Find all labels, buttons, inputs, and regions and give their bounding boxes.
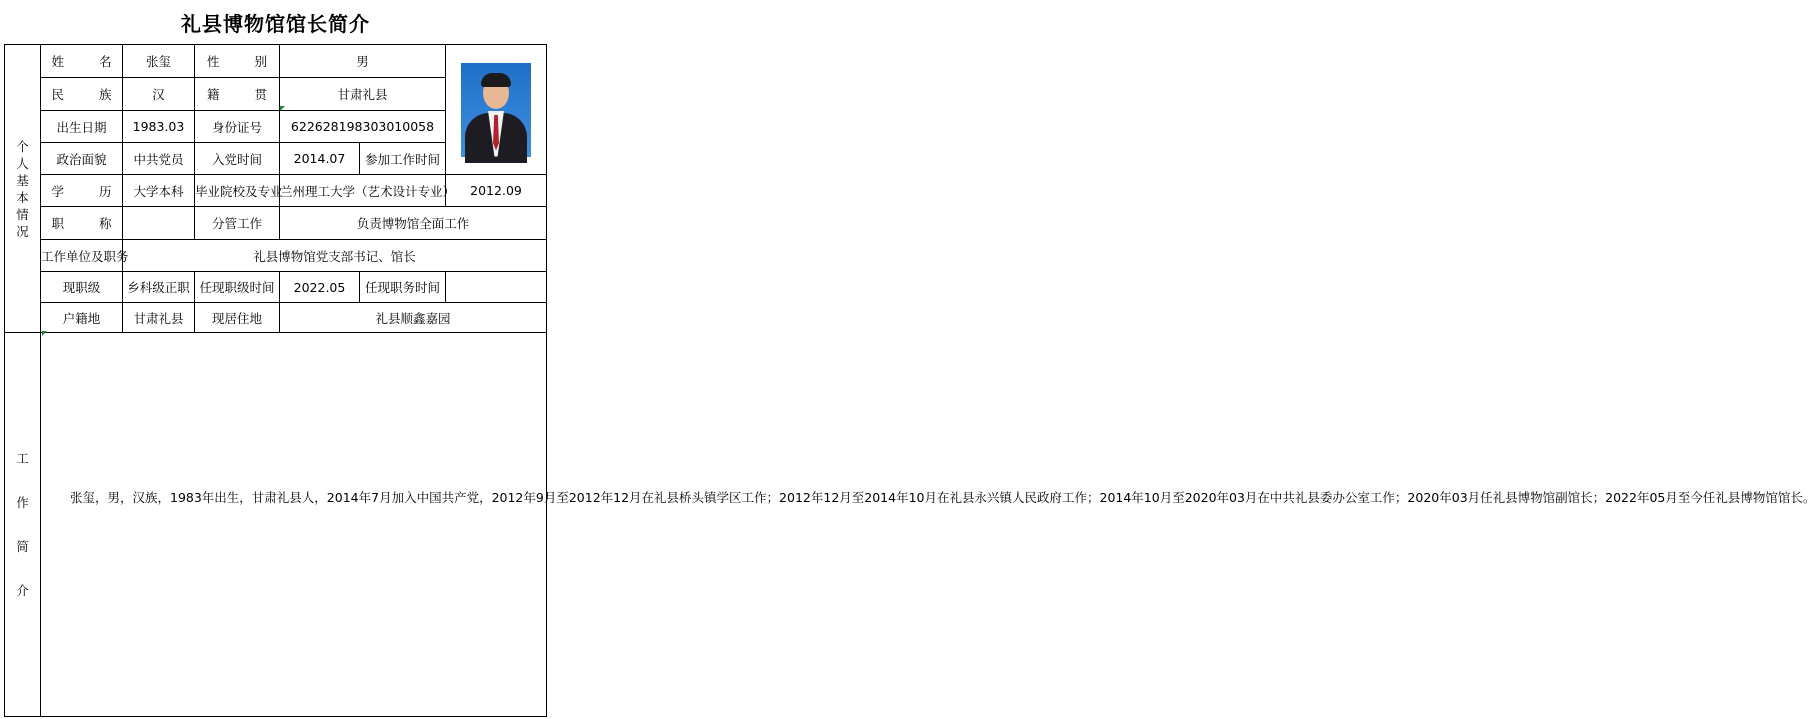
post-time-value bbox=[446, 272, 547, 303]
section-personal-label: 个 人 基 本 情 况 bbox=[5, 45, 41, 333]
household-label: 户籍地 bbox=[41, 303, 123, 333]
cell-comment-marker bbox=[42, 331, 47, 336]
section-work-label: 工 作 简 介 bbox=[5, 333, 41, 717]
post-time-label: 任现职务时间 bbox=[360, 272, 446, 303]
work-summary-text: 张玺，男，汉族，1983年出生，甘肃礼县人，2014年7月加入中国共产党，2012年9月至2012年12月在礼县桥头镇学区工作；2012年12月至2014年10月在礼县永兴镇人民政府工作；2014年10月至2020年03月在中共礼县委办公室工作；2020年03月任礼县博物馆副馆长；2022年05月至今任礼县博物馆馆长。 bbox=[70, 490, 1815, 505]
title-value bbox=[123, 207, 195, 240]
native-label: 籍 贯 bbox=[195, 78, 280, 111]
gender-value: 男 bbox=[280, 45, 446, 78]
portrait-image bbox=[461, 63, 531, 157]
residence-label: 现居住地 bbox=[195, 303, 280, 333]
native-value: 甘肃礼县 bbox=[280, 78, 446, 111]
party-label: 入党时间 bbox=[195, 143, 280, 175]
level-time-value: 2022.05 bbox=[280, 272, 360, 303]
gender-label: 性 别 bbox=[195, 45, 280, 78]
school-label: 毕业院校及专业 bbox=[195, 175, 280, 207]
id-label: 身份证号 bbox=[195, 111, 280, 143]
page-title: 礼县博物馆馆长简介 bbox=[181, 11, 370, 36]
political-label: 政治面貌 bbox=[41, 143, 123, 175]
work-start-label: 参加工作时间 bbox=[360, 143, 446, 175]
political-value: 中共党员 bbox=[123, 143, 195, 175]
school-value: 兰州理工大学（艺术设计专业） bbox=[280, 175, 446, 207]
ethnicity-label: 民 族 bbox=[41, 78, 123, 111]
work-summary-cell bbox=[41, 333, 1815, 717]
cell-comment-marker bbox=[280, 106, 285, 111]
name-value: 张玺 bbox=[123, 45, 195, 78]
duty-value: 负责博物馆全面工作 bbox=[280, 207, 547, 240]
duty-label: 分管工作 bbox=[195, 207, 280, 240]
education-label: 学 历 bbox=[41, 175, 123, 207]
party-value: 2014.07 bbox=[280, 143, 360, 175]
name-label: 姓 名 bbox=[41, 45, 123, 78]
unit-value: 礼县博物馆党支部书记、馆长 bbox=[123, 240, 547, 272]
birth-label: 出生日期 bbox=[41, 111, 123, 143]
title-label: 职 称 bbox=[41, 207, 123, 240]
level-time-label: 任现职级时间 bbox=[195, 272, 280, 303]
birth-value: 1983.03 bbox=[123, 111, 195, 143]
household-value: 甘肃礼县 bbox=[123, 303, 195, 333]
work-start-value: 2012.09 bbox=[446, 175, 547, 207]
id-value: 622628198303010058 bbox=[280, 111, 446, 143]
profile-table bbox=[4, 44, 1815, 717]
portrait-photo bbox=[446, 45, 547, 175]
level-value: 乡科级正职 bbox=[123, 272, 195, 303]
education-value: 大学本科 bbox=[123, 175, 195, 207]
residence-value: 礼县顺鑫嘉园 bbox=[280, 303, 547, 333]
ethnicity-value: 汉 bbox=[123, 78, 195, 111]
unit-label: 工作单位及职务 bbox=[41, 240, 123, 272]
level-label: 现职级 bbox=[41, 272, 123, 303]
